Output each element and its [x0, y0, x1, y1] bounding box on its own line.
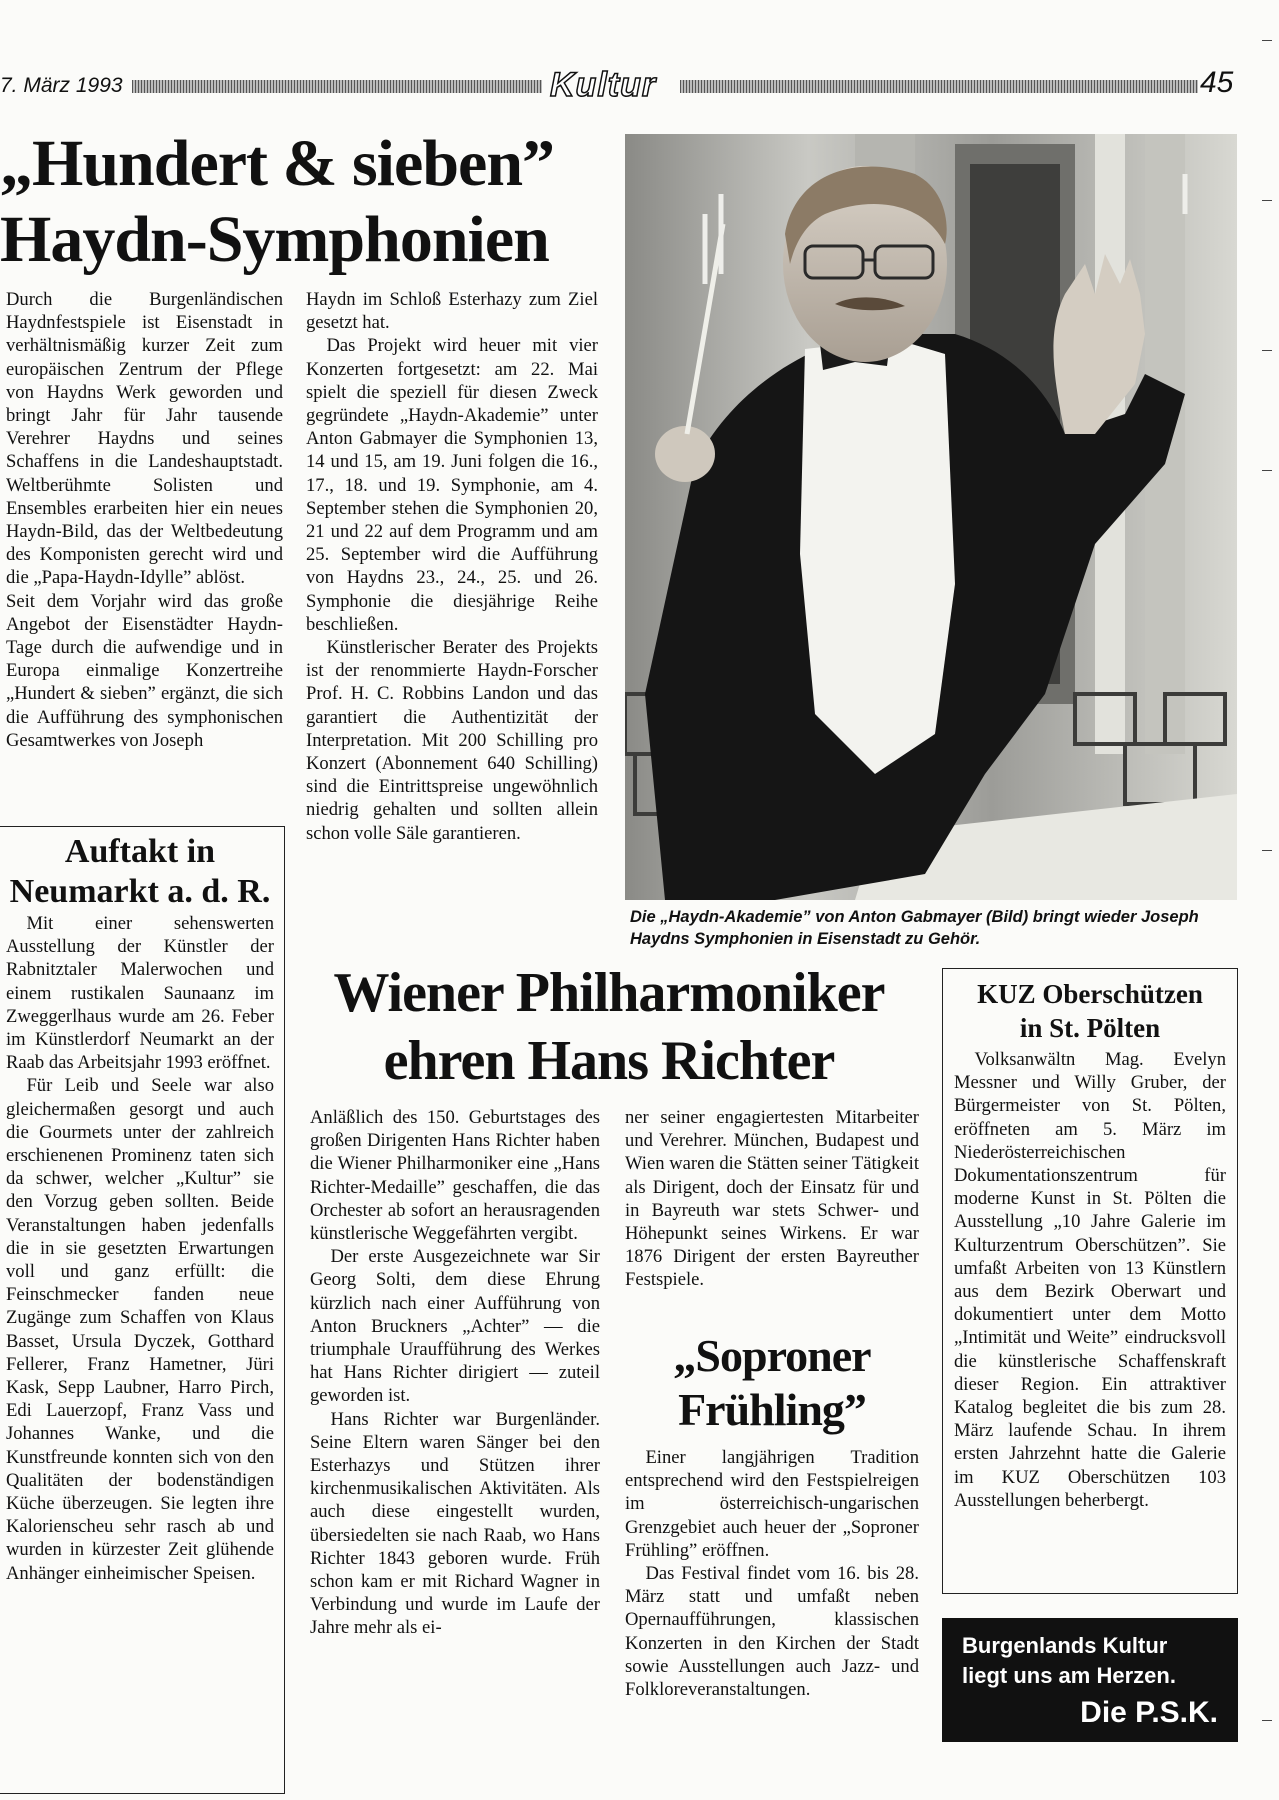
edge-mark — [1262, 1720, 1272, 1721]
haydn-headline-1: „Hundert & sieben” — [0, 127, 555, 200]
ad-line-2: liegt uns am Herzen. — [962, 1663, 1176, 1688]
edge-mark — [1262, 850, 1272, 851]
edge-mark — [1262, 200, 1272, 201]
edge-mark — [1262, 40, 1272, 41]
photo-caption: Die „Haydn-Akademie” von Anton Gabmayer (Bild) bringt wieder Joseph Haydns Symphonien in Eisenstadt zu Gehör. — [630, 908, 1199, 948]
paragraph: Haydn im Schloß Esterhazy zum Ziel gesetzt hat. — [306, 289, 598, 334]
kuz-headline-2: in St. Pölten — [1019, 1013, 1161, 1043]
wiener-column-2 — [625, 1106, 919, 1326]
paragraph: Seit dem Vorjahr wird das große Angebot der Eisenstädter Haydn-Tage durch die aufwendige und in Europa einmalige Konzertreihe „Hundert & sieben” ergänzt, die sich die Aufführung des symphonischen Gesamtwerkes von Joseph — [6, 590, 283, 751]
paragraph: Das Projekt wird heuer mit vier Konzerten fortgesetzt: am 22. Mai spielt die speziell für diesen Zweck gegründete „Haydn-Akademie” unter Anton Gabmayer die Symphonien 13, 14 und 15, am 19. Juni folgen die 16., 17., 18. und 19. Symphonie, am 4. September stehen die Symphonien 20, 21 und 22 auf dem Programm und am 25. September wird die Aufführung von Haydns 23., 24., 25. und 26. Symphonie die diesjährige Reihe beschließen. — [306, 335, 598, 635]
wiener-column-1 — [310, 1106, 600, 1786]
haydn-column-2 — [306, 288, 598, 948]
paragraph: Hans Richter war Burgenländer. Seine Eltern waren Sänger bei den Esterhazys und Stützen ihrer kirchenmusikalischen Aktivitäten. Als auch diese eingestellt wurden, übersiedelten sie nach Raab, wo Hans Richter 1843 geboren wurde. Früh schon kam er mit Richard Wagner in Verbindung und wurde im Laufe der Jahre mehr als ei- — [310, 1408, 600, 1639]
section-logo: Kultur — [550, 66, 657, 104]
issue-date: 7. März 1993 — [0, 74, 123, 97]
paragraph: ner seiner engagiertesten Mitarbeiter und Verehrer. München, Budapest und Wien waren die Stätten seiner Tätigkeit als Dirigent, doch der Einsatz für und in Bayreuth war stets Schwer- und Höhepunkt seines Wirkens. Er war 1876 Dirigent der ersten Bayreuther Festspiele. — [625, 1107, 919, 1291]
sopron-text — [625, 1446, 919, 1766]
header-rule-right — [680, 80, 1198, 93]
auftakt-headline-2: Neumarkt a. d. R. — [9, 873, 271, 910]
paragraph: Künstlerischer Berater des Projekts ist der renommierte Haydn-Forscher Prof. H. C. Robbins Landon und das garantiert die Authentizität der Interpretation. Mit 200 Schilling pro Konzert (Abonnement 640 Schilling) sind die Eintrittspreise ungewöhnlich niedrig gehalten und sollten allein schon volle Säle garantieren. — [306, 637, 598, 844]
conductor-photo — [625, 134, 1237, 900]
paragraph: Für Leib und Seele war also gleichermaßen gesorgt und auch die Gourmets unter der zahlreich erschienenen Prominenz taten sich da schwer, welcher „Kultur” sie den Vorzug geben sollten. Beide Veranstaltungen haben jedenfalls die in sie gesetzten Erwartungen voll und ganz erfüllt: die Feinschmecker fanden neue Zugänge zum Schaffen von Klaus Basset, Ursula Dyczek, Gotthard Fellerer, Franz Hametner, Jüri Kask, Sepp Laubner, Harro Pirch, Edi Lauerzopf, Franz Vass und Johannes Wanke, und die Kunstfreunde konnten sich von den Qualitäten der bodenständigen Küche überzeugen. Sie legten ihre Kalorienscheu sehr rasch ab und wurden in kürzester Zeit glühende Anhänger einheimischer Speisen. — [6, 1075, 274, 1584]
paragraph: Einer langjährigen Tradition entsprechend wird den Festspielreigen im österreichisch-ungarischen Grenzgebiet auch heuer der „Soproner Frühling” eröffnen. — [625, 1447, 919, 1561]
conductor-photo-illustration — [625, 134, 1237, 900]
haydn-headline-2: Haydn-Symphonien — [0, 203, 549, 276]
paragraph: Mit einer sehenswerten Ausstellung der Künstler der Rabnitztaler Malerwochen und einem rustikalen Saunaanz im Zweggerlhaus wurde am 26. Feber im Künstlerdorf Neumarkt an der Raab das Arbeitsjahr 1993 eröffnet. — [6, 913, 274, 1074]
paragraph: Durch die Burgenländischen Haydnfestspiele ist Eisenstadt in verhältnismäßig kurzer Zeit zum europäischen Zentrum der Pflege von Haydns Werk geworden und bringt Jahr für Jahr tausende Verehrer Haydns und seines Schaffens in die Landeshauptstadt. Weltberühmte Solisten und Ensembles erarbeiten hier ein neues Haydn-Bild, das der Weltbedeutung des Komponisten gerecht wird und die „Papa-Haydn-Idylle” ablöst. — [6, 289, 283, 589]
header-rule-left — [132, 80, 542, 93]
sopron-headline-1: „Soproner — [673, 1330, 871, 1381]
paragraph: Der erste Ausgezeichnete war Sir Georg Solti, dem diese Ehrung kürzlich nach einer Aufführung von Anton Bruckners „Achter” — die triumphale Uraufführung des Werkes hat Hans Richter dirigiert — zuteil geworden ist. — [310, 1246, 600, 1407]
auftakt-headline-1: Auftakt in — [64, 833, 216, 870]
kuz-headline-1: KUZ Oberschützen — [977, 979, 1203, 1009]
kuz-text — [954, 1048, 1226, 1588]
psk-advertisement — [942, 1618, 1238, 1742]
auftakt-text — [6, 912, 274, 1782]
edge-mark — [1262, 350, 1272, 351]
paragraph: Volksanwältn Mag. Evelyn Messner und Willy Gruber, der Bürgermeister von St. Pölten, eröffneten am 5. März im Niederösterreichischen Dokumentationszentrum für moderne Kunst in St. Pölten die Ausstellung „10 Jahre Galerie im Kulturzentrum Oberschützen”. Sie umfaßt Arbeiten von 13 Künstlern aus dem Bezirk Oberwart und dokumentiert unter dem Motto „Intimität und Weite” eindrucksvoll die künstlerische Schaffenskraft dieser Region. Ein attraktiver Katalog begleitet die bis zum 28. März laufende Schau. In ihrem ersten Jahrzehnt hatte die Galerie im KUZ Oberschützen 103 Ausstellungen beherbergt. — [954, 1049, 1226, 1511]
ad-line-1: Burgenlands Kultur — [962, 1633, 1168, 1658]
wiener-headline-1: Wiener Philharmoniker — [333, 962, 885, 1024]
ad-line-3: Die P.S.K. — [1080, 1696, 1218, 1729]
page-number: 45 — [1200, 66, 1234, 99]
edge-mark — [1262, 470, 1272, 471]
sopron-headline-2: Frühling” — [678, 1384, 866, 1435]
wiener-headline-2: ehren Hans Richter — [383, 1030, 835, 1092]
haydn-column-1 — [6, 288, 283, 808]
paragraph: Anläßlich des 150. Geburtstages des großen Dirigenten Hans Richter haben die Wiener Philharmoniker eine „Hans Richter-Medaille” geschaffen, die das Orchester ab sofort an herausragenden künstlerische Weggefährten vergibt. — [310, 1107, 600, 1245]
paragraph: Das Festival findet vom 16. bis 28. März statt und umfaßt neben Opernaufführungen, klassischen Konzerten in den Kirchen der Stadt sowie Ausstellungen auch Jazz- und Folkloreveranstaltungen. — [625, 1563, 919, 1701]
